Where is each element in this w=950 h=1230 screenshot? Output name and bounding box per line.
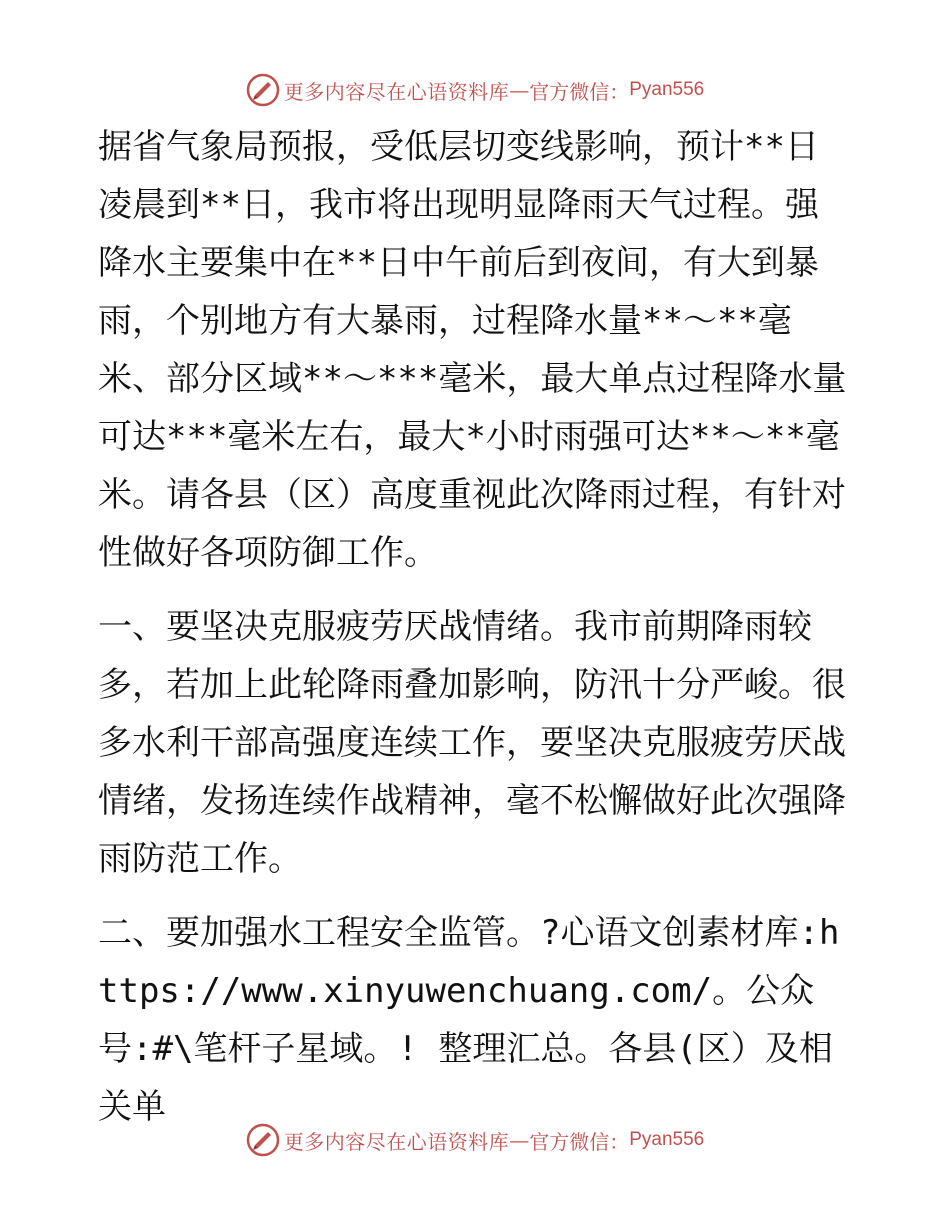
banner-text: 更多内容尽在心语资料库 (283, 79, 510, 104)
banner-text: 更多内容尽在心语资料库 (283, 1129, 510, 1154)
wechat-id: Pyan556 (629, 1129, 705, 1150)
banner-dash: — (509, 1128, 530, 1152)
header-banner (0, 70, 950, 110)
paragraph-intro: 据省气象局预报，受低层切变线影响，预计**日凌晨到**日，我市将出现明显降雨天气过程。强降水主要集中在**日中午前后到夜间，有大到暴雨，个别地方有大暴雨，过程降水量**～**毫米、部分区域**～***毫米，最大单点过程降水量可达***毫米左右，最大*小时雨强可达**～**毫米。请各县（区）高度重视此次降雨过程，有针对性做好各项防御工作。 (98, 127, 847, 573)
document-body (98, 118, 850, 1152)
logo-icon (246, 73, 280, 107)
wechat-label: 官方微信： (529, 79, 630, 104)
paragraph-point-two: 二、要加强水工程安全监管。?心语文创素材库:https://www.xinyuwenchuang.com/。公众号:#\笔杆子星域。! 整理汇总。各县(区）及相关单 (98, 913, 840, 1127)
footer-banner (0, 1120, 950, 1160)
wechat-id: Pyan556 (629, 79, 705, 100)
banner-dash: — (509, 78, 530, 102)
paragraph-point-one: 一、要坚决克服疲劳厌战情绪。我市前期降雨较多，若加上此轮降雨叠加影响，防汛十分严峻。很多水利干部高强度连续工作，要坚决克服疲劳厌战情绪，发扬连续作战精神，毫不松懈做好此次强降雨防范工作。 (98, 607, 846, 879)
wechat-label: 官方微信： (529, 1129, 630, 1154)
logo-icon (246, 1123, 280, 1157)
